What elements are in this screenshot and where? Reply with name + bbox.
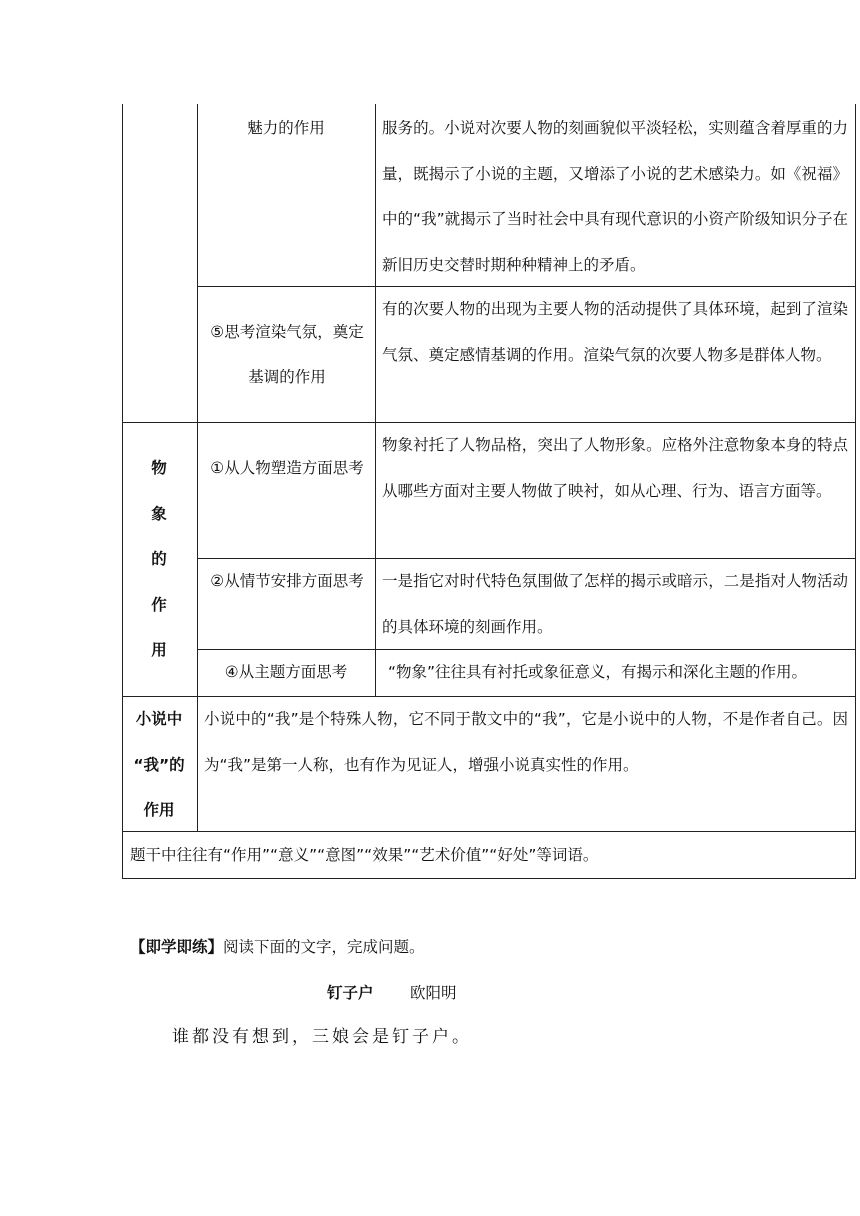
table-cell-aspect: ⑤思考渲染气氛，奠定基调的作用 (210, 323, 364, 386)
table-cell-aspect: ①从人物塑造方面思考 (210, 459, 364, 477)
table-cell-aspect: ②从情节安排方面思考 (210, 572, 364, 590)
practice-tag: 【即学即练】 (130, 938, 224, 956)
table-row-divider (122, 831, 855, 832)
category-label-char: 用 (151, 641, 167, 659)
category-label-line: “我”的 (133, 755, 185, 774)
category-label-wo (122, 697, 196, 834)
category-label-char: 的 (151, 550, 167, 568)
category-label-char: 作 (151, 595, 167, 614)
table-cell-description: 小说中的“我”是个特殊人物，它不同于散文中的“我”，它是小说中的人物，不是作者自己。因为“我”是第一人称，也有作为见证人，增强小说真实性的作用。 (204, 710, 848, 774)
table-cell-description: 一是指它对时代特色氛围做了怎样的揭示或暗示，二是指对人物活动的具体环境的刻画作用。 (382, 572, 848, 636)
table-divider-col2 (375, 104, 376, 696)
category-label-line: 小说中 (135, 710, 183, 728)
story-author: 欧阳明 (410, 984, 457, 1002)
practice-instruction: 阅读下面的文字，完成问题。 (223, 938, 425, 956)
table-divider-col1 (197, 104, 198, 831)
table-cell-aspect: 魅力的作用 (247, 119, 325, 137)
story-paragraph: 谁都没有想到，三娘会是钉子户。 (172, 1027, 472, 1047)
table-footer-note: 题干中往往有“作用”“意义”“意图”“效果”“艺术价值”“好处”等词语。 (130, 846, 599, 864)
table-border-bottom (122, 878, 855, 879)
table-cell-description: 有的次要人物的出现为主要人物的活动提供了具体环境，起到了渲染气氛、奠定感情基调的作用。渲染气氛的次要人物多是群体人物。 (382, 300, 848, 364)
story-title: 钉子户 (327, 984, 374, 1002)
practice-heading (130, 935, 830, 959)
table-cell-aspect: ④从主题方面思考 (224, 663, 348, 681)
category-label-char: 象 (151, 504, 167, 523)
category-label-char: 物 (151, 459, 167, 477)
table-border-right (855, 104, 856, 879)
table-cell-description: 服务的。小说对次要人物的刻画貌似平淡轻松，实则蕴含着厚重的力量，既揭示了小说的主题，又增添了小说的艺术感染力。如《祝福》中的“我”就揭示了当时社会中具有现代意识的小资产阶级知识分子在新旧历史交替时期种种精神上的矛盾。 (382, 119, 848, 274)
category-label-line: 作用 (143, 801, 175, 819)
category-label-wuxiang (122, 446, 196, 674)
table-cell-description: “物象”往往具有衬托或象征意义，有揭示和深化主题的作用。 (388, 663, 808, 681)
table-cell-description: 物象衬托了人物品格，突出了人物形象。应格外注意物象本身的特点从哪些方面对主要人物做了映衬，如从心理、行为、语言方面等。 (382, 436, 848, 500)
